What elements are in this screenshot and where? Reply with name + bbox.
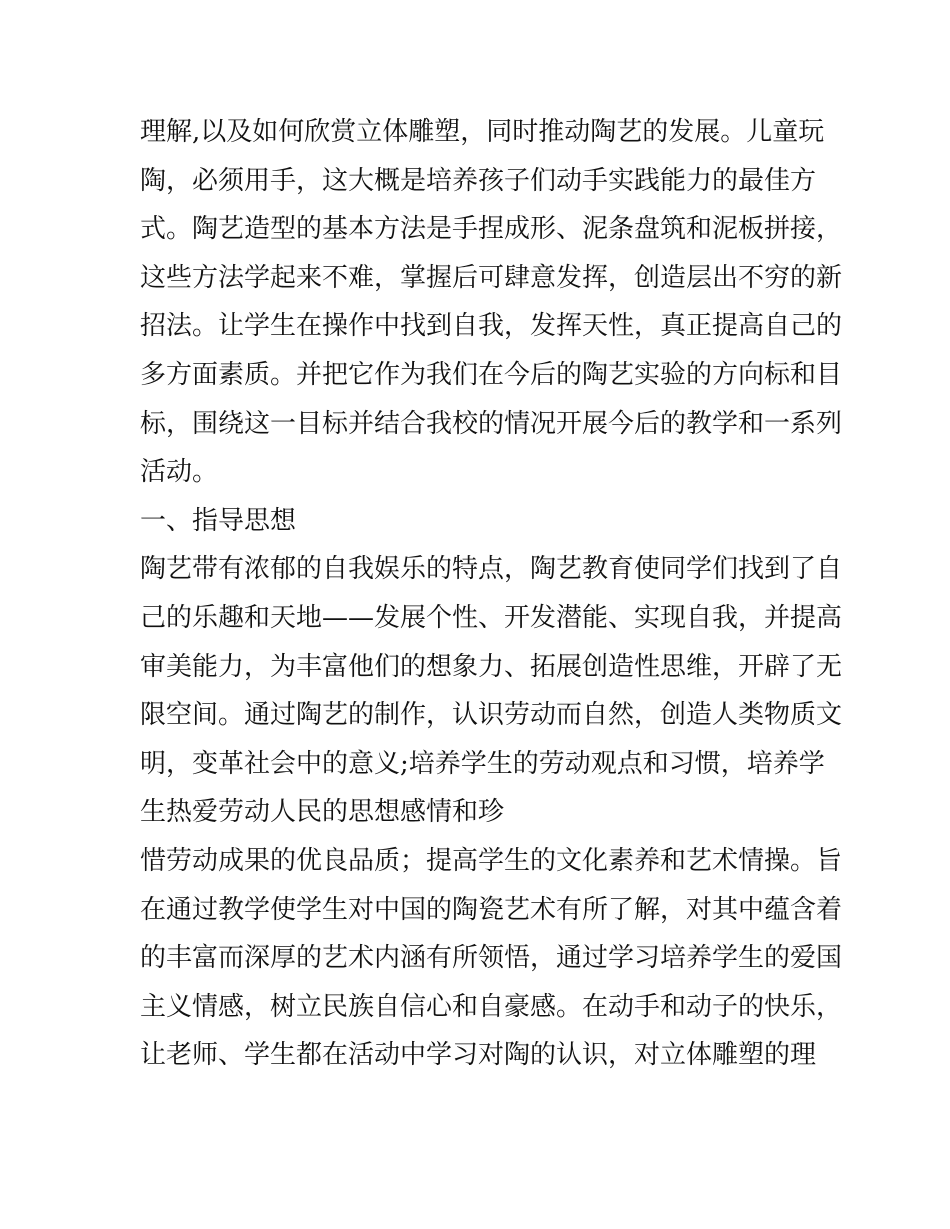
text-line: 惜劳动成果的优良品质；提高学生的文化素养和艺术情操。旨 [140, 845, 843, 876]
text-line: 陶，必须用手，这大概是培养孩子们动手实践能力的最佳方 [140, 165, 817, 196]
text-line: 主义情感，树立民族自信心和自豪感。在动手和动子的快乐， [140, 991, 843, 1022]
text-line: 招法。让学生在操作中找到自我，发挥天性，真正提高自己的 [140, 311, 843, 342]
text-line: 标，围绕这一目标并结合我校的情况开展今后的教学和一系列 [140, 408, 843, 439]
text-line: 多方面素质。并把它作为我们在今后的陶艺实验的方向标和目 [140, 359, 843, 390]
text-line: 明，变革社会中的意义;培养学生的劳动观点和习惯，培养学 [140, 748, 825, 779]
document-body [140, 108, 843, 1080]
text-line: 的丰富而深厚的艺术内涵有所领悟，通过学习培养学生的爱国 [140, 943, 843, 974]
text-line: 陶艺带有浓郁的自我娱乐的特点，陶艺教育使同学们找到了自 [140, 554, 843, 585]
text-line: 在通过教学使学生对中国的陶瓷艺术有所了解，对其中蕴含着 [140, 894, 843, 925]
text-line: 己的乐趣和天地——发展个性、开发潜能、实现自我，并提高 [140, 602, 843, 633]
text-line: 式。陶艺造型的基本方法是手捏成形、泥条盘筑和泥板拼接， [140, 214, 843, 245]
text-line: 让老师、学生都在活动中学习对陶的认识，对立体雕塑的理 [140, 1040, 817, 1071]
text-line: 审美能力，为丰富他们的想象力、拓展创造性思维，开辟了无 [140, 651, 843, 682]
text-line: 生热爱劳动人民的思想感情和珍 [140, 797, 505, 828]
text-line: 这些方法学起来不难，掌握后可肆意发挥，创造层出不穷的新 [140, 262, 843, 293]
section-heading: 一、指导思想 [140, 505, 297, 536]
text-line: 理解,以及如何欣赏立体雕塑，同时推动陶艺的发展。儿童玩 [140, 117, 825, 147]
text-line: 限空间。通过陶艺的制作，认识劳动而自然，创造人类物质文 [140, 700, 843, 731]
text-line: 活动。 [140, 457, 219, 488]
